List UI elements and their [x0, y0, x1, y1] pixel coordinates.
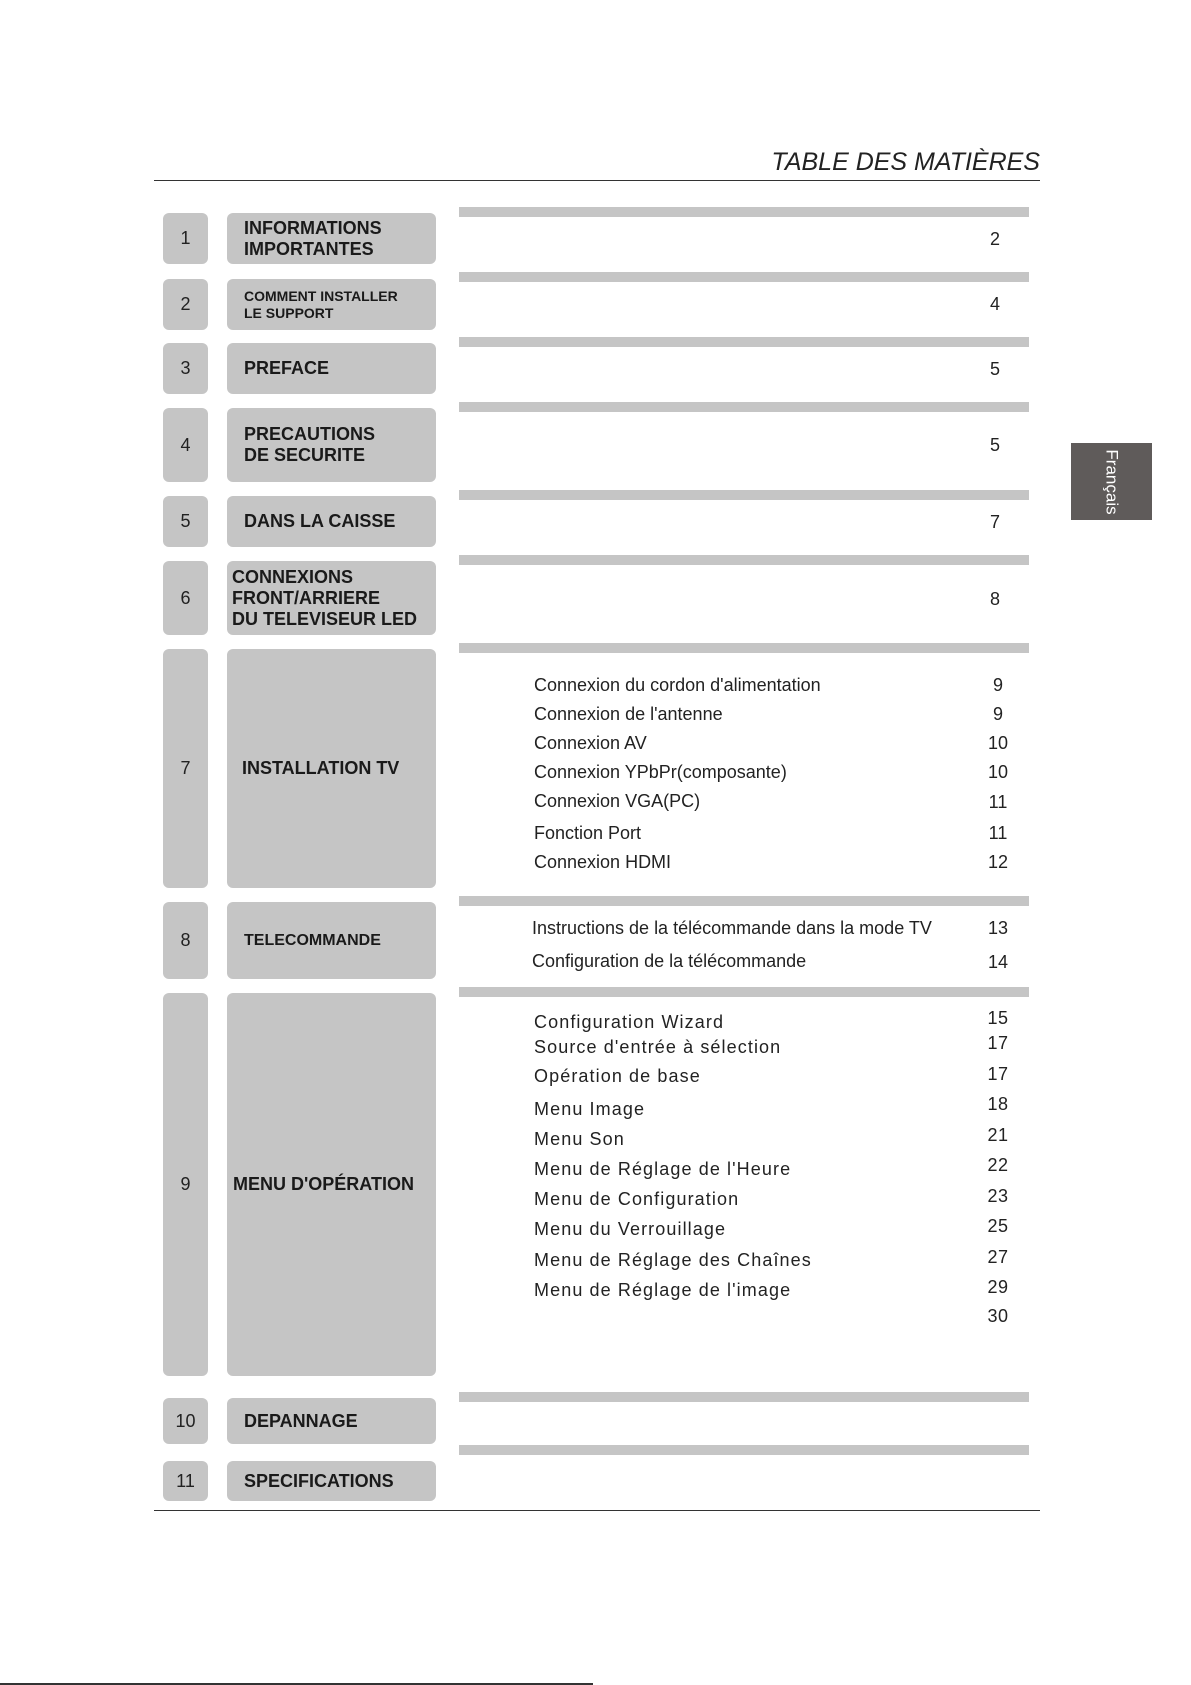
- section-page-4: 5: [989, 435, 1000, 455]
- section-bar: [459, 555, 1029, 565]
- toc-entry-label[interactable]: Connexion du cordon d'alimentation: [534, 675, 821, 695]
- section-page-3: 5: [989, 359, 1000, 379]
- section-title-specifications[interactable]: [227, 1461, 436, 1501]
- toc-entry-label[interactable]: Instructions de la télécommande dans la mode TV: [532, 918, 932, 938]
- toc-entry-page: 11: [988, 823, 1008, 843]
- section-title-comment-installer-le-support[interactable]: [227, 279, 436, 330]
- section-number-3: 3: [163, 343, 208, 394]
- toc-entry-page: 11: [988, 792, 1008, 812]
- section-page-6: 8: [989, 589, 1000, 609]
- section-bar: [459, 1445, 1029, 1455]
- section-bar: [459, 987, 1029, 997]
- section-title-connexions-front-arriere[interactable]: [227, 561, 436, 635]
- section-bar: [459, 896, 1029, 906]
- toc-entry-page: 10: [987, 733, 1009, 753]
- toc-entry-page: 17: [987, 1033, 1009, 1053]
- section-title-text: SPECIFICATIONS: [244, 1470, 394, 1491]
- toc-entry-label[interactable]: Source d'entrée à sélection: [534, 1037, 782, 1057]
- section-title-text: DEPANNAGE: [244, 1410, 358, 1431]
- section-title-text: COMMENT INSTALLER LE SUPPORT: [244, 287, 398, 321]
- section-number-11: 11: [163, 1461, 208, 1501]
- toc-entry-label[interactable]: Menu de Réglage de l'Heure: [534, 1159, 792, 1179]
- toc-entry-label[interactable]: Fonction Port: [534, 823, 642, 843]
- section-title-text: PRECAUTIONS DE SECURITE: [244, 424, 376, 465]
- toc-entry-page: 17: [987, 1064, 1009, 1084]
- section-title-text: INFORMATIONS IMPORTANTES: [244, 217, 382, 259]
- toc-entry-label[interactable]: Configuration de la télécommande: [532, 951, 807, 971]
- toc-entry-label[interactable]: Menu Image: [534, 1099, 646, 1119]
- section-number-4: 4: [163, 408, 208, 482]
- page-title: TABLE DES MATIÈRES: [771, 148, 1040, 176]
- toc-extra-page: 30: [987, 1306, 1009, 1326]
- section-number-7: 7: [163, 649, 208, 888]
- section-number-9: 9: [163, 993, 208, 1376]
- toc-entry-label[interactable]: Connexion HDMI: [534, 852, 672, 872]
- section-bar: [459, 337, 1029, 347]
- section-title-installation-tv[interactable]: [227, 649, 436, 888]
- toc-entry-page: 13: [987, 918, 1009, 938]
- language-tab-label: Français: [1102, 448, 1122, 515]
- section-title-telecommande[interactable]: [227, 902, 436, 979]
- section-bar: [459, 643, 1029, 653]
- toc-entry-page: 9: [992, 704, 1003, 724]
- toc-entry-page: 23: [987, 1186, 1009, 1206]
- toc-entry-page: 25: [987, 1216, 1009, 1236]
- toc-entry-page: 14: [987, 952, 1009, 972]
- toc-entry-label[interactable]: Menu de Réglage des Chaînes: [534, 1250, 812, 1270]
- section-title-dans-la-caisse[interactable]: [227, 496, 436, 547]
- toc-entry-label[interactable]: Opération de base: [534, 1066, 701, 1086]
- section-title-text: MENU D'OPÉRATION: [233, 1174, 414, 1194]
- section-title-precautions-de-securite[interactable]: [227, 408, 436, 482]
- toc-entry-label[interactable]: Connexion YPbPr(composante): [534, 762, 787, 782]
- toc-entry-label[interactable]: Connexion AV: [534, 733, 647, 753]
- language-tab[interactable]: [1071, 443, 1152, 520]
- section-number-6: 6: [163, 561, 208, 635]
- toc-entry-page: 9: [992, 675, 1003, 695]
- toc-entry-label[interactable]: Menu de Configuration: [534, 1189, 740, 1209]
- section-number-2: 2: [163, 279, 208, 330]
- section-page-2: 4: [989, 294, 1000, 314]
- toc-entry-label[interactable]: Connexion VGA(PC): [534, 791, 701, 811]
- section-title-text: DANS LA CAISSE: [244, 511, 396, 531]
- section-title-preface[interactable]: [227, 343, 436, 394]
- toc-entry-page: 10: [987, 762, 1009, 782]
- section-title-text: INSTALLATION TV: [242, 758, 400, 778]
- toc-entry-page: 22: [987, 1155, 1009, 1175]
- section-title-depannage[interactable]: [227, 1398, 436, 1444]
- toc-entry-label[interactable]: Connexion de l'antenne: [534, 704, 723, 724]
- toc-entry-page: 12: [987, 852, 1009, 872]
- section-bar: [459, 490, 1029, 500]
- section-bar: [459, 402, 1029, 412]
- section-bar: [459, 272, 1029, 282]
- toc-entry-label[interactable]: Menu du Verrouillage: [534, 1219, 727, 1239]
- section-title-text: TELECOMMANDE: [244, 932, 381, 949]
- toc-entry-page: 18: [987, 1094, 1009, 1114]
- section-title-text: CONNEXIONS FRONT/ARRIERE DU TELEVISEUR LED: [232, 566, 418, 629]
- toc-entry-label[interactable]: Menu de Réglage de l'image: [534, 1280, 792, 1300]
- section-title-informations-importantes[interactable]: [227, 213, 436, 264]
- section-page-1: 2: [989, 229, 1000, 249]
- toc-entry-page: 15: [987, 1008, 1009, 1028]
- section-bar: [459, 207, 1029, 217]
- section-title-text: PREFACE: [244, 358, 330, 378]
- toc-entry-page: 29: [987, 1277, 1009, 1297]
- bottom-rule: [154, 1510, 1040, 1511]
- section-number-10: 10: [163, 1398, 208, 1444]
- section-number-8: 8: [163, 902, 208, 979]
- section-title-menu-operation[interactable]: [227, 993, 436, 1376]
- section-number-5: 5: [163, 496, 208, 547]
- toc-entry-label[interactable]: Menu Son: [534, 1129, 625, 1149]
- section-bar: [459, 1392, 1029, 1402]
- section-page-5: 7: [989, 512, 1000, 532]
- toc-entry-page: 21: [987, 1125, 1009, 1145]
- section-number-1: 1: [163, 213, 208, 264]
- toc-entry-label[interactable]: Configuration Wizard: [534, 1012, 725, 1032]
- top-rule: [154, 180, 1040, 181]
- toc-entry-page: 27: [987, 1247, 1009, 1267]
